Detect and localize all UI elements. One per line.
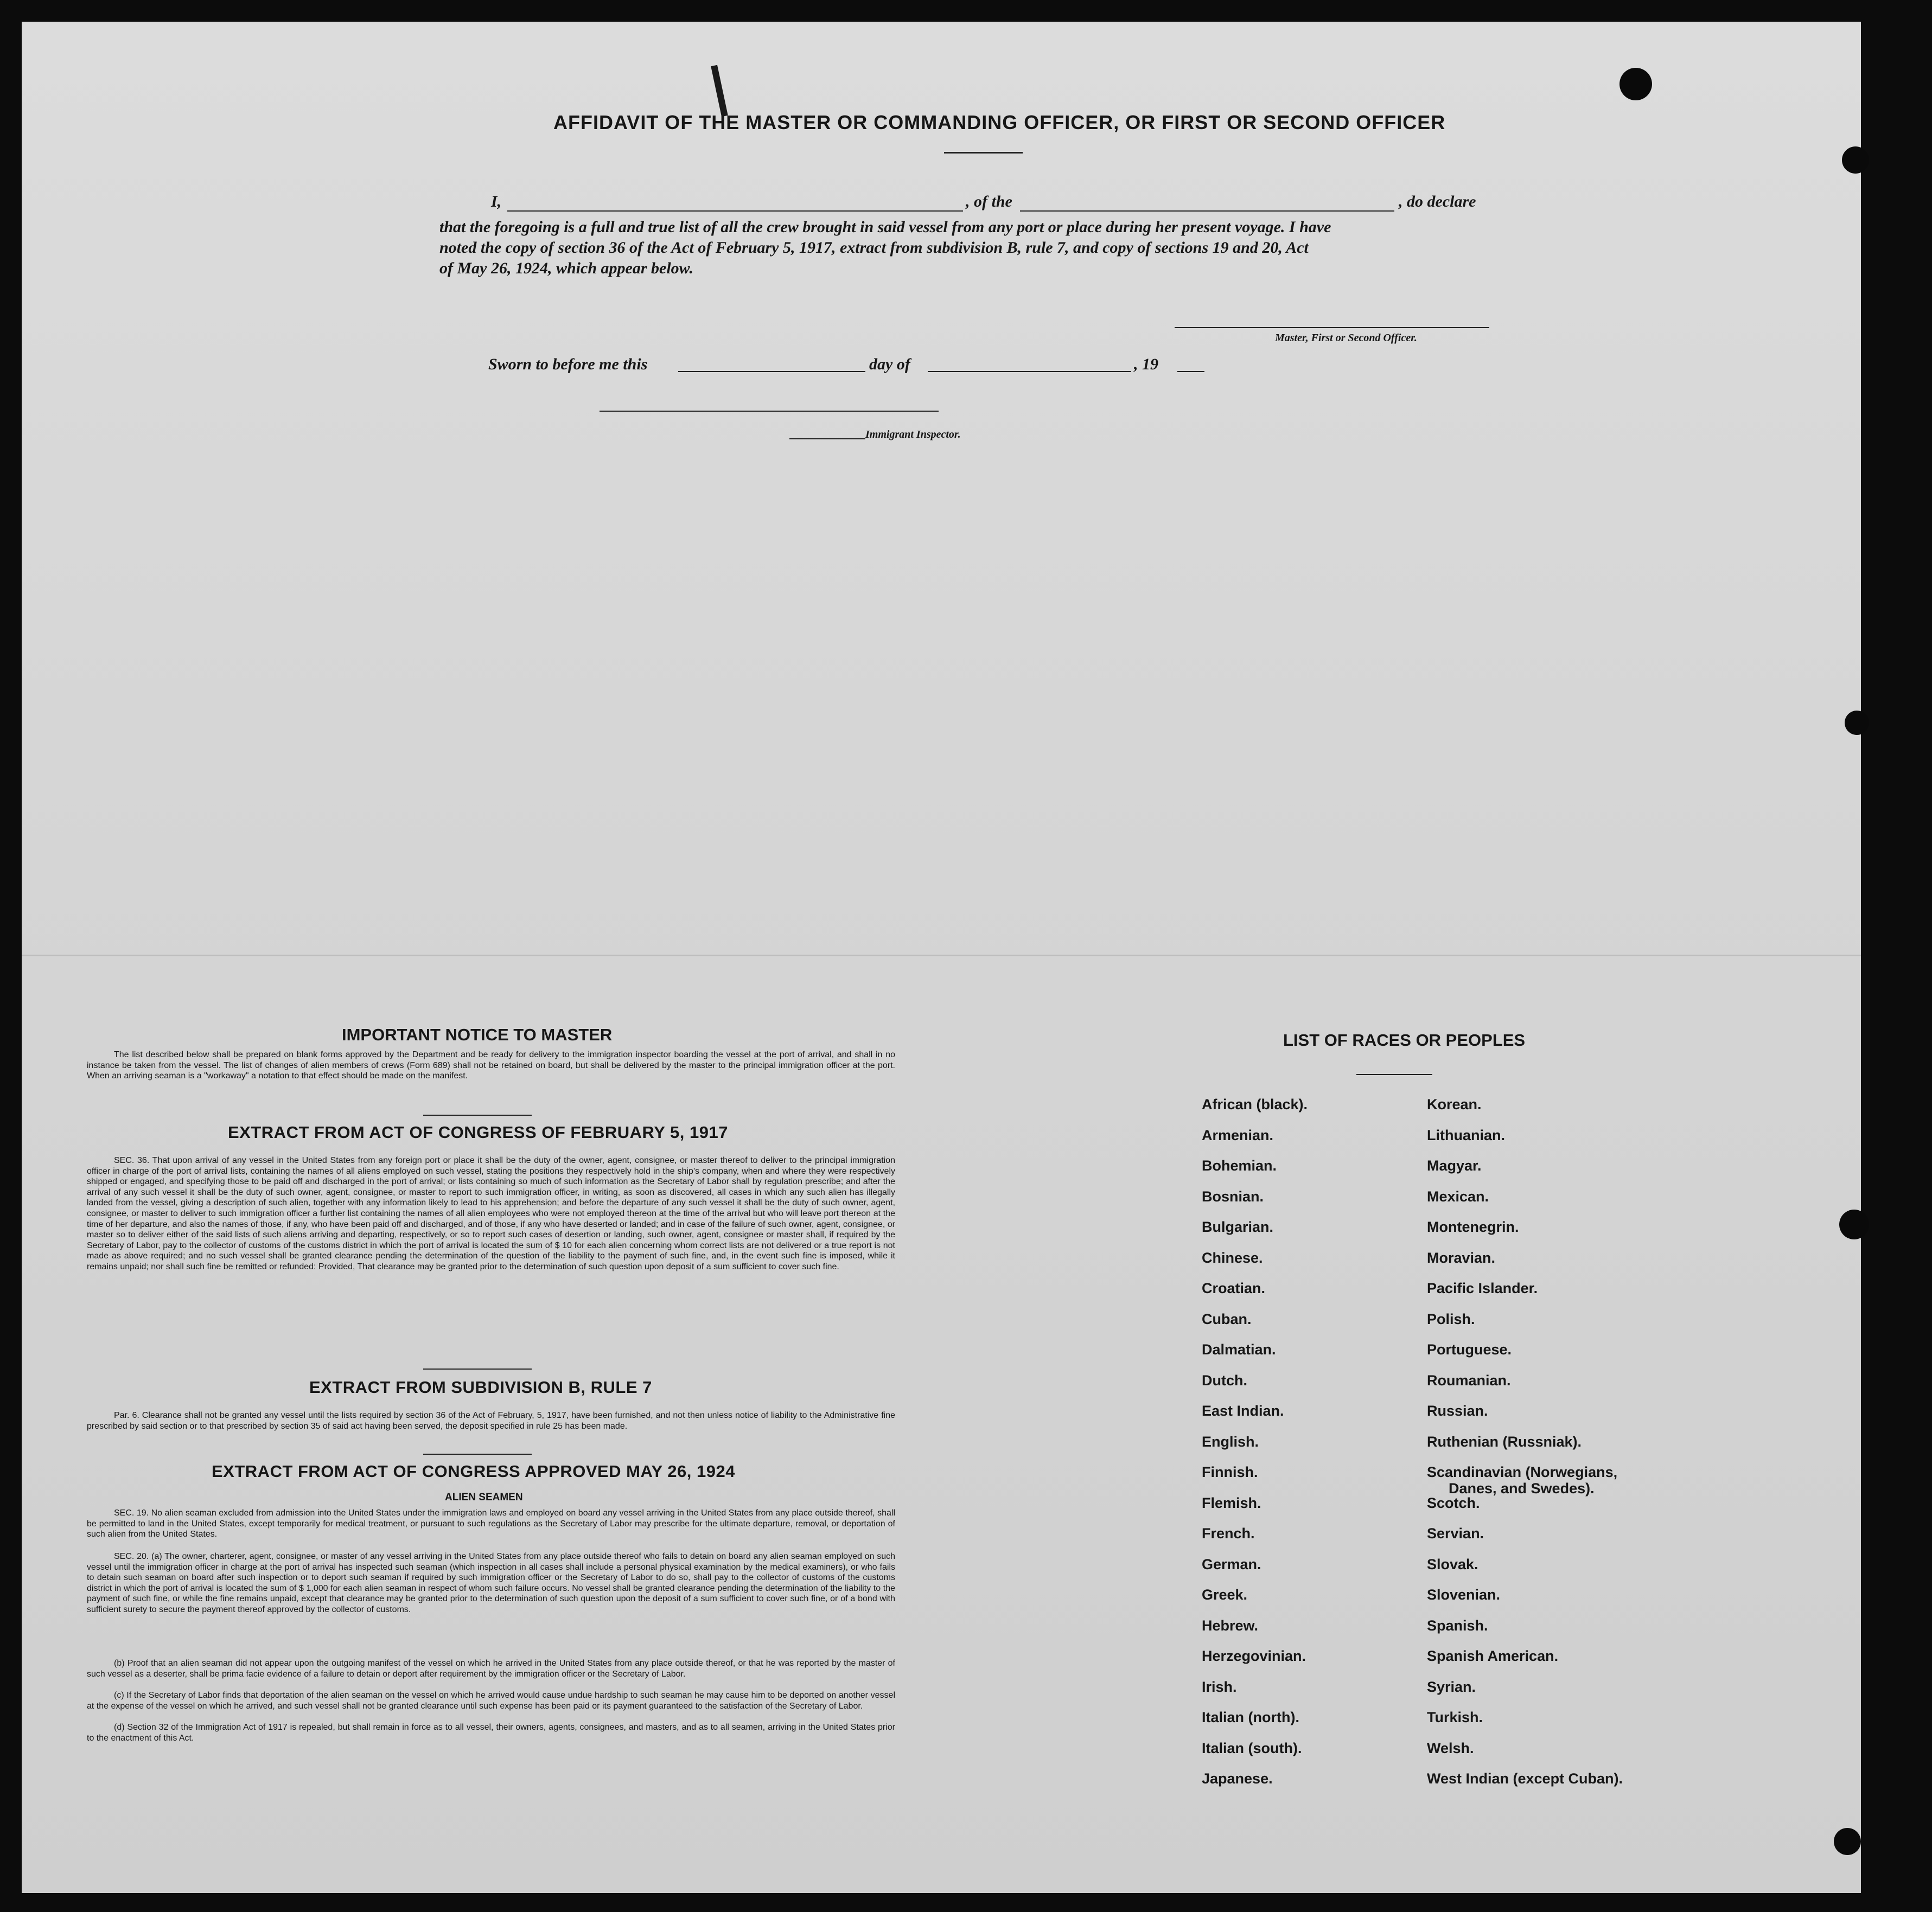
race-item: Servian. [1427, 1525, 1484, 1542]
race-item: Montenegrin. [1427, 1219, 1519, 1235]
race-item: Roumanian. [1427, 1372, 1511, 1389]
extract-1917-text: SEC. 36. That upon arrival of any vessel in the United States from any foreign port or place it shall be the duty of the owner, agent, consignee, or master thereof to deliver to the principal immigration officer in charge of the port of arrival lists, containing the names of all aliens employed on such vessel, stating the positions they respectively hold in the ship's company, when and where they were respectively shipped or engaged, and specifying those to be paid off and discharged in the port of arrival; or lists containing so much of such information as the Secretary of Labor shall by regulation prescribe; and after the arrival of any such vessel it shall be the duty of such owner, agent, consignee, or master to report to such immigration officer, in writing, as soon as discovered, all cases in which any such alien has illegally landed from the vessel, giving a description of such alien, together with any information likely to lead to his apprehension; and before the departure of any such vessel it shall be the duty of such owner, agent, consignee, or master to deliver to such immigration officer a further list containing the names of all alien employees who were not employed thereon at the time of the arrival but who will leave port thereon at the time of her departure, and also the names of those, if any, who have been paid off and discharged, and of those, if any who have deserted or landed; and in case of the failure of such owner, agent, consignee, or master so to deliver either of the said lists of such aliens arriving and departing, respectively, or so to report such cases of desertion or landing, such owner, agent, consignee or master shall, if required by the Secretary of Labor, pay to the collector of customs of the customs district in which the port of arrival is located the sum of $ 10 for each alien concerning whom correct lists are not delivered or a true report is not made as above required; and no such vessel shall be granted clearance pending the determination of the question of the liability to the payment of such fine, and, in the event such fine is imposed, while it remains unpaid; nor shall such fine be remitted or refunded: Provided, That clearance may be granted prior to the determination of such question upon deposit of a sum sufficient to cover such fine. [87, 1156, 895, 1271]
race-item: East Indian. [1202, 1403, 1284, 1419]
fold-line [22, 955, 1861, 956]
race-item: Croatian. [1202, 1280, 1266, 1296]
races-title-underline [1356, 1074, 1432, 1075]
declaration-text [439, 217, 1497, 279]
race-item: Spanish. [1427, 1617, 1488, 1634]
inspector-signature-line[interactable] [600, 411, 939, 412]
race-item: Hebrew. [1202, 1617, 1259, 1634]
master-signature-line[interactable] [1175, 327, 1489, 328]
punch-hole [1839, 1210, 1869, 1239]
divider [423, 1454, 532, 1455]
race-item: Armenian. [1202, 1127, 1274, 1143]
race-item: Syrian. [1427, 1678, 1476, 1695]
declaration-line: that the foregoing is a full and true list of all the crew brought in said vessel from any port or place during her present voyage. I have [439, 218, 1331, 236]
race-item: Turkish. [1427, 1709, 1483, 1725]
race-item: Scotch. [1427, 1494, 1480, 1511]
declaration-line: of May 26, 1924, which appear below. [439, 259, 694, 277]
race-item: Russian. [1427, 1403, 1488, 1419]
race-item: Greek. [1202, 1587, 1248, 1603]
race-item: Magyar. [1427, 1158, 1482, 1174]
race-item: Cuban. [1202, 1310, 1252, 1327]
race-item: Slovenian. [1427, 1587, 1501, 1603]
race-item: Mexican. [1427, 1188, 1489, 1205]
punch-hole [1845, 711, 1869, 735]
races-title: LIST OF RACES OR PEOPLES [1283, 1031, 1526, 1050]
race-item: Japanese. [1202, 1770, 1273, 1787]
vessel-name-line[interactable] [1020, 210, 1394, 212]
race-item: Scandinavian (Norwegians, [1427, 1464, 1618, 1480]
punch-hole [1619, 68, 1652, 100]
race-item: Flemish. [1202, 1494, 1261, 1511]
extract-1924-sec20a: SEC. 20. (a) The owner, charterer, agent, consignee, or master of any vessel arriving in the United States from any place outside thereof who fails to detain on board any alien seaman employed on such vessel until the immigration officer in charge at the port of arrival has inspected such seaman (which inspection in all cases shall include a personal physical examination by the medical examiners), or who fails to detain such seaman on board after such inspection or to deport such seaman if required by such immigration officer or the Secretary of Labor to do so, shall pay to the collector of customs of the customs district in which the port of arrival is located the sum of $ 1,000 for each alien seaman in respect of whom such failure occurs. No vessel shall be granted clearance pending the determination of the liability to the payment of such fine, or while the fine remains unpaid, except that clearance may be granted prior to the determination of such question upon the deposit of a sum sufficient to cover such fine, or of a bond with sufficient surety to secure the payment thereof approved by the collector of customs. [87, 1552, 895, 1614]
race-item: French. [1202, 1525, 1255, 1542]
race-item: Moravian. [1427, 1249, 1496, 1266]
race-item: German. [1202, 1556, 1261, 1572]
sworn-label: Sworn to before me this [488, 355, 648, 373]
race-item: Slovak. [1427, 1556, 1478, 1572]
race-item: Italian (south). [1202, 1740, 1302, 1756]
race-item: Spanish American. [1427, 1648, 1559, 1664]
title-underline [944, 152, 1023, 154]
day-of-label: day of [869, 355, 910, 373]
race-item: Pacific Islander. [1427, 1280, 1538, 1296]
sworn-month-line[interactable] [928, 371, 1131, 372]
declaration-line: noted the copy of section 36 of the Act of February 5, 1917, extract from subdivision B, rule 7, and copy of sections 19 and 20, Act [439, 239, 1309, 257]
master-signature-caption: Master, First or Second Officer. [1275, 332, 1417, 344]
race-item: Portuguese. [1427, 1341, 1512, 1358]
sworn-day-line[interactable] [678, 371, 865, 372]
extract-1917-title: EXTRACT FROM ACT OF CONGRESS OF FEBRUARY 5, 1917 [228, 1123, 728, 1142]
race-item: Finnish. [1202, 1464, 1258, 1480]
race-item: Herzegovinian. [1202, 1648, 1306, 1664]
race-item: Welsh. [1427, 1740, 1474, 1756]
extract-1924-sec19: SEC. 19. No alien seaman excluded from admission into the United States under the immigration laws and employed on board any vessel arriving in the United States from any place outside thereof, shall be permitted to land in the United States, except temporarily for medical treatment, or pursuant to such regulations as the Secretary of Labor may prescribe for the ultimate departure, removal, or deportation of such alien from the United States. [87, 1508, 895, 1539]
declarant-label: I, [491, 193, 502, 210]
race-item: West Indian (except Cuban). [1427, 1770, 1623, 1787]
race-item: Italian (north). [1202, 1709, 1299, 1725]
extract-1924-sec20d: (d) Section 32 of the Immigration Act of 1917 is repealed, but shall remain in force as to all vessel, their owners, agents, consignees, and masters, and as to all seamen, arriving in the United States prior to the enactment of this Act. [87, 1723, 895, 1743]
race-item: Polish. [1427, 1310, 1475, 1327]
sworn-year-line[interactable] [1177, 371, 1204, 372]
race-item: Bohemian. [1202, 1158, 1277, 1174]
notice-text: The list described below shall be prepared on blank forms approved by the Department and be ready for delivery to the immigration inspector boarding the vessel at the port of arrival, and shall in no instance be taken from the vessel. The list of changes of alien members of crews (Form 689) shall not be retained on board, but shall be delivered by the master to the principal immigration officer at the port. When an arriving seaman is a "workaway" a notation to that effect should be made on the manifest. [87, 1050, 895, 1081]
inspector-port-line[interactable] [789, 438, 865, 439]
notice-title: IMPORTANT NOTICE TO MASTER [342, 1025, 613, 1044]
divider [423, 1369, 532, 1370]
inspector-caption: Immigrant Inspector. [865, 429, 961, 440]
alien-seamen-subtitle: ALIEN SEAMEN [445, 1492, 523, 1503]
declarant-name-line[interactable] [507, 210, 963, 212]
extract-rule7-title: EXTRACT FROM SUBDIVISION B, RULE 7 [309, 1378, 652, 1397]
do-declare-label: , do declare [1399, 193, 1476, 210]
race-item: Bosnian. [1202, 1188, 1264, 1205]
affidavit-title: AFFIDAVIT OF THE MASTER OR COMMANDING OFFICER, OR FIRST OR SECOND OFFICER [553, 111, 1446, 133]
race-item: Danes, and Swedes). [1449, 1480, 1595, 1497]
race-item: Irish. [1202, 1678, 1237, 1695]
race-item: Korean. [1427, 1096, 1482, 1112]
race-item: African (black). [1202, 1096, 1308, 1112]
race-item: Chinese. [1202, 1249, 1263, 1266]
race-item: Bulgarian. [1202, 1219, 1274, 1235]
of-the-label: , of the [966, 193, 1012, 210]
extract-1924-sec20b: (b) Proof that an alien seaman did not appear upon the outgoing manifest of the vessel on which he arrived in the United States from any place outside thereof, or that he was reported by the master of such vessel as a deserter, shall be prima facie evidence of a failure to detain or deport after requirement by the immigration officer or the Secretary of Labor. [87, 1659, 895, 1679]
race-item: Ruthenian (Russniak). [1427, 1433, 1582, 1450]
extract-rule7-text: Par. 6. Clearance shall not be granted any vessel until the lists required by section 36 of the Act of February, 5, 1917, have been furnished, and not then unless notice of liability to the Administrative fine prescribed by said section or to that prescribed by section 35 of said act having been served, the deposit specified in rule 25 has been made. [87, 1411, 895, 1431]
race-item: English. [1202, 1433, 1259, 1450]
year-label: , 19 [1134, 355, 1158, 373]
race-item: Dutch. [1202, 1372, 1247, 1389]
punch-hole [1842, 146, 1869, 174]
race-item: Lithuanian. [1427, 1127, 1505, 1143]
divider [423, 1115, 532, 1116]
race-item: Dalmatian. [1202, 1341, 1276, 1358]
extract-1924-sec20c: (c) If the Secretary of Labor finds that deportation of the alien seaman on the vessel on which he arrived would cause undue hardship to such seaman he may cause him to be deported on another vessel at the expense of the vessel on which he arrived, and such vessel shall not be granted clearance until such expense has been paid or its payment guaranteed to the satisfaction of the Secretary of Labor. [87, 1691, 895, 1711]
punch-hole [1834, 1828, 1861, 1855]
extract-1924-title: EXTRACT FROM ACT OF CONGRESS APPROVED MAY 26, 1924 [212, 1462, 735, 1481]
